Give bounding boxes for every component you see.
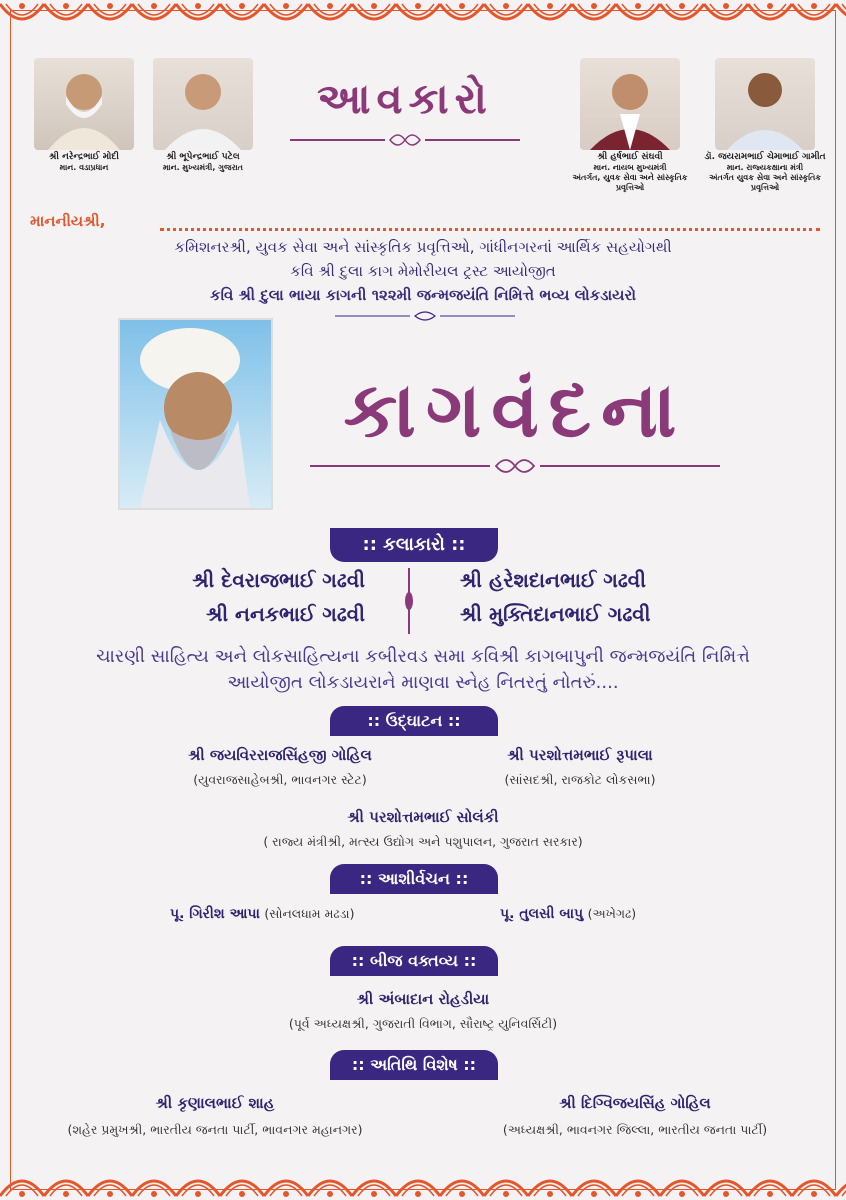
leader-photo — [34, 58, 134, 150]
ornament-divider — [290, 130, 520, 150]
top-border-svg — [0, 0, 846, 30]
leader-photo — [715, 58, 815, 150]
leader-role: માન. મુખ્યમંત્રી, ગુજરાત — [163, 163, 243, 173]
leader-photo — [580, 58, 680, 150]
artist-separator — [402, 568, 416, 634]
salutation: માનનીયશ્રી, — [30, 212, 106, 230]
guest-name: શ્રી કૃણાલભાઈ શાહ — [155, 1094, 275, 1112]
leader-photo — [153, 58, 253, 150]
salutation-dotted-line — [160, 228, 820, 231]
inaugurator-name: શ્રી જયવિરરાજસિંહજી ગોહિલ — [188, 746, 372, 764]
intro-line-1: ચારણી સાહિત્ય અને લોકસાહિત્યના કબીરવડ સમા કવિશ્રી કાગબાપુની જન્મજયંતિ નિમિત્તે — [96, 646, 750, 667]
leader-2 — [148, 58, 258, 173]
poet-portrait-image — [120, 320, 271, 508]
guests-heading: :: અતિથિ વિશેષ :: — [330, 1050, 498, 1080]
intro-line-2: આયોજીત લોકડાયરાને માણવા સ્નેહ નિતરતું નોતરું.... — [227, 672, 619, 693]
artist-name: શ્રી મુક્તિદાનભાઈ ગઢવી — [460, 602, 651, 626]
artist-name: શ્રી નનકભાઈ ગઢવી — [206, 602, 365, 626]
blessing-name: પૂ. તુલસી બાપુ — [500, 906, 584, 922]
artist-name: શ્રી હરેશદાનભાઈ ગઢવી — [460, 568, 646, 592]
keynote-role: (પૂર્વ અધ્યક્ષશ્રી, ગુજરાતી વિભાગ, સૌરાષ્ટ્ર યુનિવર્સિટી) — [288, 1016, 558, 1031]
invite-line-2: કવિ શ્રી દુલા કાગ મેમોરીયલ ટ્રસ્ટ આયોજીત — [290, 262, 556, 280]
person-icon — [34, 58, 134, 150]
bottom-border-svg — [0, 1170, 846, 1200]
welcome-heading: આવકારો — [317, 74, 493, 123]
poet-portrait — [118, 318, 273, 510]
bottom-border-pattern — [0, 1170, 846, 1200]
artists-heading: :: કલાકારો :: — [330, 528, 498, 562]
leader-role: માન. વડાપ્રધાન — [59, 163, 109, 173]
invite-line-1: કમિશનરશ્રી, યુવક સેવા અને સાંસ્કૃતિક પ્રવૃત્તિઓ, ગાંધીનગરનાં આર્થિક સહયોગથી — [174, 238, 672, 256]
person-icon — [715, 58, 815, 150]
inaugurator-name: શ્રી પરશોત્તમભાઈ રૂપાલા — [507, 746, 653, 764]
guest-role: (શહેર પ્રમુખશ્રી, ભારતીય જનતા પાર્ટી, ભાવનગર મહાનગર) — [67, 1122, 363, 1137]
guest-name: શ્રી દિગ્વિજયસિંહ ગોહિલ — [559, 1094, 711, 1112]
person-icon — [153, 58, 253, 150]
inaugurator-role: (સાંસદશ્રી, રાજકોટ લોકસભા) — [504, 772, 656, 787]
leader-role: માન. રાજ્યકક્ષાના મંત્રી — [726, 163, 804, 173]
blessing-person-1 — [170, 906, 354, 922]
leader-name: શ્રી ભૂપેન્દ્રભાઈ પટેલ — [166, 152, 240, 162]
inaugurator-role: (યુવરાજસાહેબશ્રી, ભાવનગર સ્ટેટ) — [193, 772, 367, 787]
top-border-pattern — [0, 0, 846, 30]
invite-line-3: કવિ શ્રી દુલા ભાયા કાગની ૧૨૨મી જન્મજયંતિ નિમિત્તે ભવ્ય લોકડાયરો — [210, 286, 636, 304]
person-icon — [580, 58, 680, 150]
leader-role: માન. નાયબ મુખ્યમંત્રી — [593, 163, 667, 173]
ornament-divider — [335, 306, 515, 326]
inaugurator-name: શ્રી પરશોત્તમભાઈ સોલંકી — [347, 808, 499, 826]
blessing-place: (સોનલધામ મઢડા) — [264, 906, 355, 921]
ornament-divider — [310, 456, 720, 476]
inaugurator-role: ( રાજ્ય મંત્રીશ્રી, મત્સ્ય ઉદ્યોગ અને પશુપાલન, ગુજરાત સરકાર) — [263, 834, 583, 849]
keynote-name: શ્રી અંબાદાન રોહડીયા — [356, 990, 490, 1008]
blessing-place: (અખેગઢ) — [587, 906, 637, 921]
event-title: કાગવંદના — [343, 365, 687, 454]
leader-name: ડૉ. જયરામભાઈ ચેમાભાઈ ગામીત — [704, 152, 826, 162]
artist-name: શ્રી દેવરાજભાઈ ગઢવી — [192, 568, 365, 592]
leader-role-secondary: અંતર્ગત, યુવક સેવા અને સાંસ્કૃતિક પ્રવૃત્તિઓ — [572, 173, 688, 193]
keynote-heading: :: બીજ વક્તવ્ય :: — [330, 946, 498, 976]
guest-role: (અધ્યક્ષશ્રી, ભાવનગર જિલ્લા, ભારતીય જનતા પાર્ટી) — [502, 1122, 768, 1137]
leader-name: શ્રી નરેન્દ્રભાઈ મોદી — [49, 152, 119, 162]
blessing-person-2 — [500, 906, 636, 922]
leader-3 — [560, 58, 700, 193]
inauguration-heading: :: ઉદ્ઘાટન :: — [330, 706, 498, 736]
blessing-heading: :: આશીર્વચન :: — [330, 864, 498, 894]
blessing-name: પૂ. ગિરીશ આપા — [170, 906, 260, 922]
leader-name: શ્રી હર્ષભાઈ સંઘવી — [597, 152, 663, 162]
leader-role-secondary: અંતર્ગત યુવક સેવા અને સાંસ્કૃતિક પ્રવૃત્તિઓ — [709, 173, 821, 193]
leader-4 — [700, 58, 830, 193]
leader-1 — [28, 58, 140, 173]
